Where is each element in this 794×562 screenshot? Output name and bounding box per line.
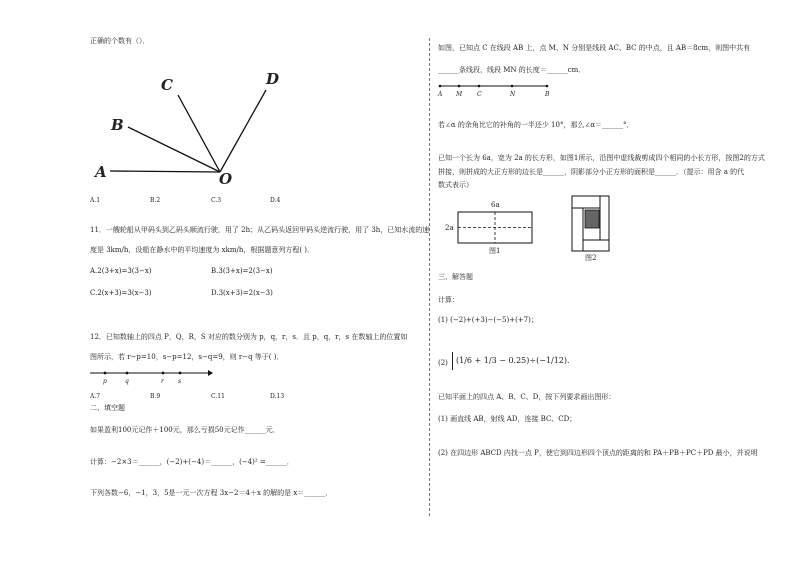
figure1-top-label: 6a [491,201,500,209]
figure1-caption: 图1 [489,247,501,255]
points-question: 已知平面上的四点 A、B、C、D，按下列要求画出图形： [438,393,616,401]
nl-label-s: s [178,378,182,385]
q11-line1: 11．一艘轮船从甲码头到乙码头顺流行驶，用了 2h；从乙码头返回甲码头逆流行驶，用了 3h，已知水流的速 [90,226,430,234]
segment-label-m: M [456,91,463,98]
q10-choice-d: D.4 [270,197,281,204]
nl-label-p: p [103,378,107,385]
fill-question-2: 计算：−2×3＝______，(−2)+(−4)＝______，(−4)² =______． [90,458,294,466]
section-answer-heading: 三、解答题 [438,273,473,281]
angle-question: 若∠α 的余角比它的补角的一半还少 10°，那么∠α＝______°． [438,121,634,129]
segment-label-n: N [510,91,516,98]
fill-question-1: 如果盈利100元记作＋100元，那么亏损50元记作______元． [90,426,280,434]
segment-question-line2: ______条线段，线段 MN 的长度＝______cm． [438,66,586,74]
segment-label-b: B [545,91,550,98]
q10-choice-c: C.3 [211,197,222,204]
q10-choice-a: A.1 [90,197,101,204]
q11-line2: 度是 3km/h，设船在静水中的平均速度为 xkm/h，根据题意列方程( )． [90,246,315,254]
q11-choice-c: C.2(x+3)=3(x−3) [90,289,152,297]
ray-label-d: D [266,70,280,88]
calc-question-2-label: (2) [438,359,448,367]
q12-choice-c: C.11 [211,393,225,400]
ray-label-c: C [161,76,173,94]
ray-label-b: B [111,116,124,134]
calc-label: 计算： [438,296,459,304]
q12-line2: 图所示，若 r−p=10，s−p=12，s−q=9，则 r−q 等于( )． [90,353,284,361]
q12-line1: 12．已知数轴上的四点 P，Q，R，S 对应的数分别为 p，q，r，s．且 p，q，r，s 在数轴上的位置如 [90,333,408,341]
q11-choice-b: B.3(3+x)=2(3−x) [211,267,273,275]
intro-text: 正确的个数有（）． [90,37,150,45]
fill-question-3: 下列各数−6，−1，3，5是一元一次方程 3x−2＝4＋x 的解的是 x＝______． [90,489,333,497]
figure2-caption: 图2 [585,254,597,262]
q10-choice-b: B.2 [150,197,161,204]
q12-choice-d: D.13 [270,393,285,400]
calc-question-2-expression: (1/6 + 1/3 − 0.25)÷(−1/12)． [452,352,575,370]
q12-choice-a: A.7 [90,393,101,400]
nl-label-r: r [161,378,164,385]
q11-choice-d: D.3(x+3)=2(x−3) [211,289,273,297]
rectangle-question-line3: 数式表示） [438,181,473,189]
q12-choice-b: B.9 [150,393,161,400]
nl-label-q: q [125,378,129,385]
ray-label-o: O [219,170,233,188]
rectangle-question-line2: 拼接，则拼成的大正方形的边长是______，阴影部分小正方形的面积是______．（提示：用含 a 的代 [438,168,745,176]
figure1-side-label: 2a [445,224,454,232]
q11-choice-a: A.2(3+x)=3(3−x) [90,267,152,275]
segment-label-a: A [438,91,443,98]
segment-question-line1: 如图，已知点 C 在线段 AB 上，点 M、N 分别是线段 AC、BC 的中点，且 AB＝8cm，则图中共有 [438,44,751,52]
ray-label-a: A [95,163,107,181]
points-task-2: (2) 在四边形 ABCD 内找一点 P，使它到四边形四个顶点的距离的和 PA＋PB＋PC＋PD 最小，并说明 [438,449,758,457]
segment-label-c: C [477,91,482,98]
rectangle-question-line1: 已知一个长为 6a，宽为 2a 的长方形，如图1所示，沿图中虚线裁剪成四个相同的小长方形，按图2的方式 [438,154,765,162]
figure2-shaded-square [585,210,599,228]
calc-question-1: (1) (−2)+(+3)−(−5)+(+7)； [438,316,538,324]
section-fill-blank-heading: 二、填空题 [90,404,125,412]
points-task-1: (1) 画直线 AB，射线 AD，连接 BC、CD； [438,415,577,423]
